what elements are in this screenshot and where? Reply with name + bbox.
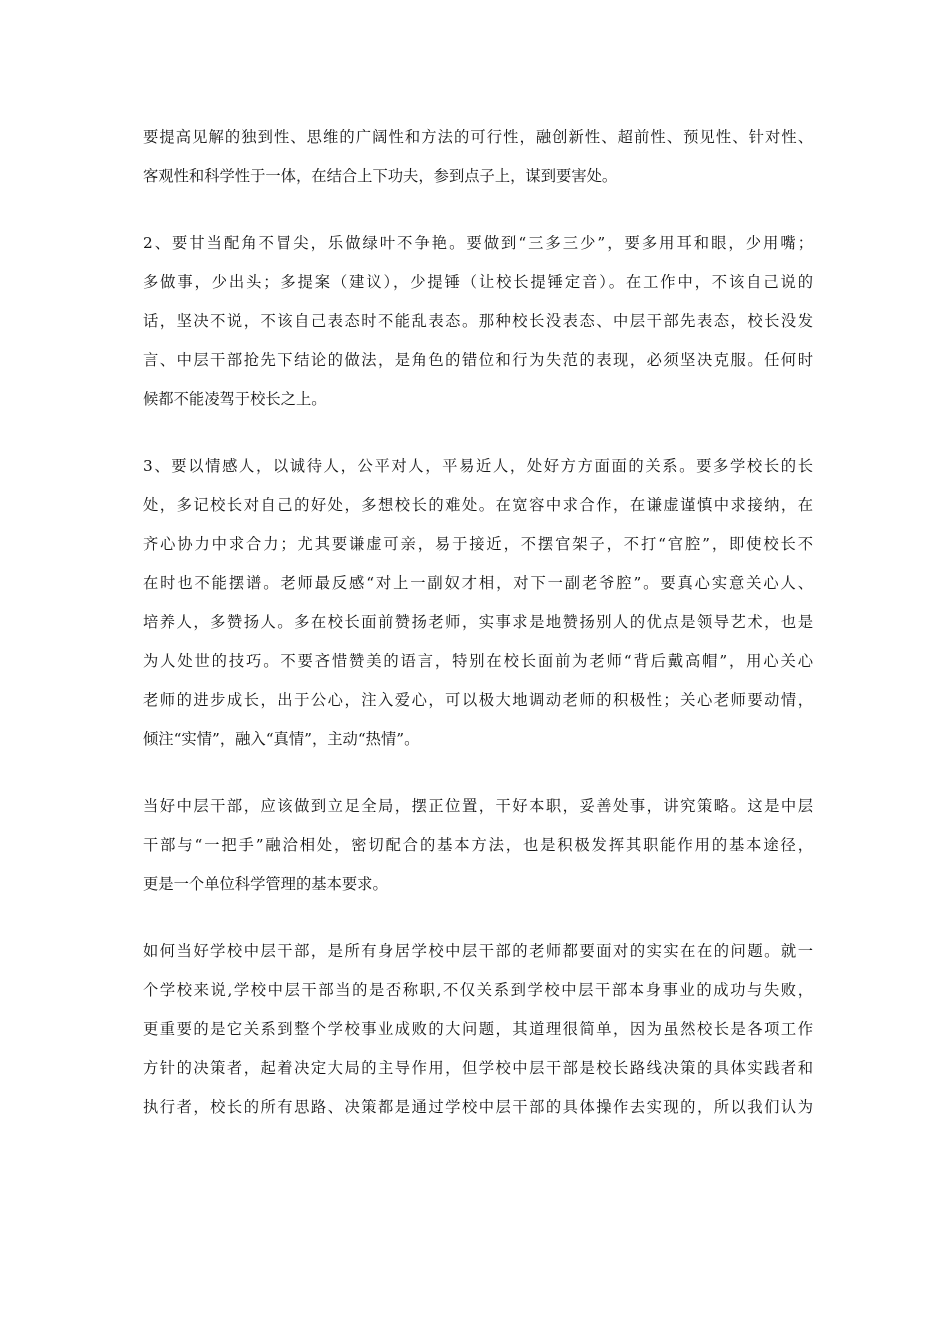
text-line: 为人处世的技巧。不要吝惜赞美的语言，特别在校长面前为老师“背后戴高帽”，用心关心 (143, 652, 813, 670)
text-line: 要提高见解的独到性、思维的广阔性和方法的可行性，融创新性、超前性、预见性、针对性、 (143, 128, 813, 146)
text-line: 倾注“实情”，融入“真情”，主动“热情”。 (143, 730, 420, 748)
document-body (143, 118, 813, 1155)
text-line: 2、要甘当配角不冒尖，乐做绿叶不争艳。要做到“三多三少”，要多用耳和眼，少用嘴； (143, 234, 813, 252)
text-line: 话，坚决不说，不该自己表态时不能乱表态。那种校长没表态、中层干部先表态，校长没发 (143, 312, 813, 330)
text-line: 个学校来说,学校中层干部当的是否称职,不仅关系到学校中层干部本身事业的成功与失败， (143, 981, 813, 999)
text-line: 方针的决策者，起着决定大局的主导作用，但学校中层干部是校长路线决策的具体实践者和 (143, 1059, 813, 1077)
text-line: 老师的进步成长，出于公心，注入爱心，可以极大地调动老师的积极性；关心老师要动情， (143, 691, 813, 709)
text-line: 干部与“一把手”融洽相处，密切配合的基本方法，也是积极发挥其职能作用的基本途径， (143, 836, 813, 854)
text-line: 在时也不能摆谱。老师最反感“对上一副奴才相，对下一副老爷腔”。要真心实意关心人、 (143, 574, 813, 592)
paragraph-5 (143, 932, 813, 1127)
paragraph-1 (143, 118, 813, 196)
text-line: 如何当好学校中层干部，是所有身居学校中层干部的老师都要面对的实实在在的问题。就一 (143, 942, 813, 960)
text-line: 3、要以情感人，以诚待人，公平对人，平易近人，处好方方面面的关系。要多学校长的长 (143, 457, 813, 475)
text-line: 齐心协力中求合力；尤其要谦虚可亲，易于接近，不摆官架子，不打“官腔”，即使校长不 (143, 535, 813, 553)
paragraph-2 (143, 224, 813, 419)
text-line: 候都不能凌驾于校长之上。 (143, 390, 327, 408)
text-line: 言、中层干部抢先下结论的做法，是角色的错位和行为失范的表现，必须坚决克服。任何时 (143, 351, 813, 369)
text-line: 当好中层干部，应该做到立足全局，摆正位置，干好本职，妥善处事，讲究策略。这是中层 (143, 797, 813, 815)
text-line: 更重要的是它关系到整个学校事业成败的大问题，其道理很简单，因为虽然校长是各项工作 (143, 1020, 813, 1038)
paragraph-3 (143, 447, 813, 759)
paragraph-4 (143, 787, 813, 904)
text-line: 客观性和科学性于一体，在结合上下功夫，参到点子上，谋到要害处。 (143, 167, 618, 185)
text-line: 执行者，校长的所有思路、决策都是通过学校中层干部的具体操作去实现的，所以我们认为 (143, 1098, 813, 1116)
text-line: 多做事，少出头；多提案（建议），少提锤（让校长提锤定音）。在工作中，不该自己说的 (143, 273, 813, 291)
text-line: 培养人，多赞扬人。多在校长面前赞扬老师，实事求是地赞扬别人的优点是领导艺术，也是 (143, 613, 813, 631)
text-line: 更是一个单位科学管理的基本要求。 (143, 875, 388, 893)
text-line: 处，多记校长对自己的好处，多想校长的难处。在宽容中求合作，在谦虚谨慎中求接纳，在 (143, 496, 813, 514)
